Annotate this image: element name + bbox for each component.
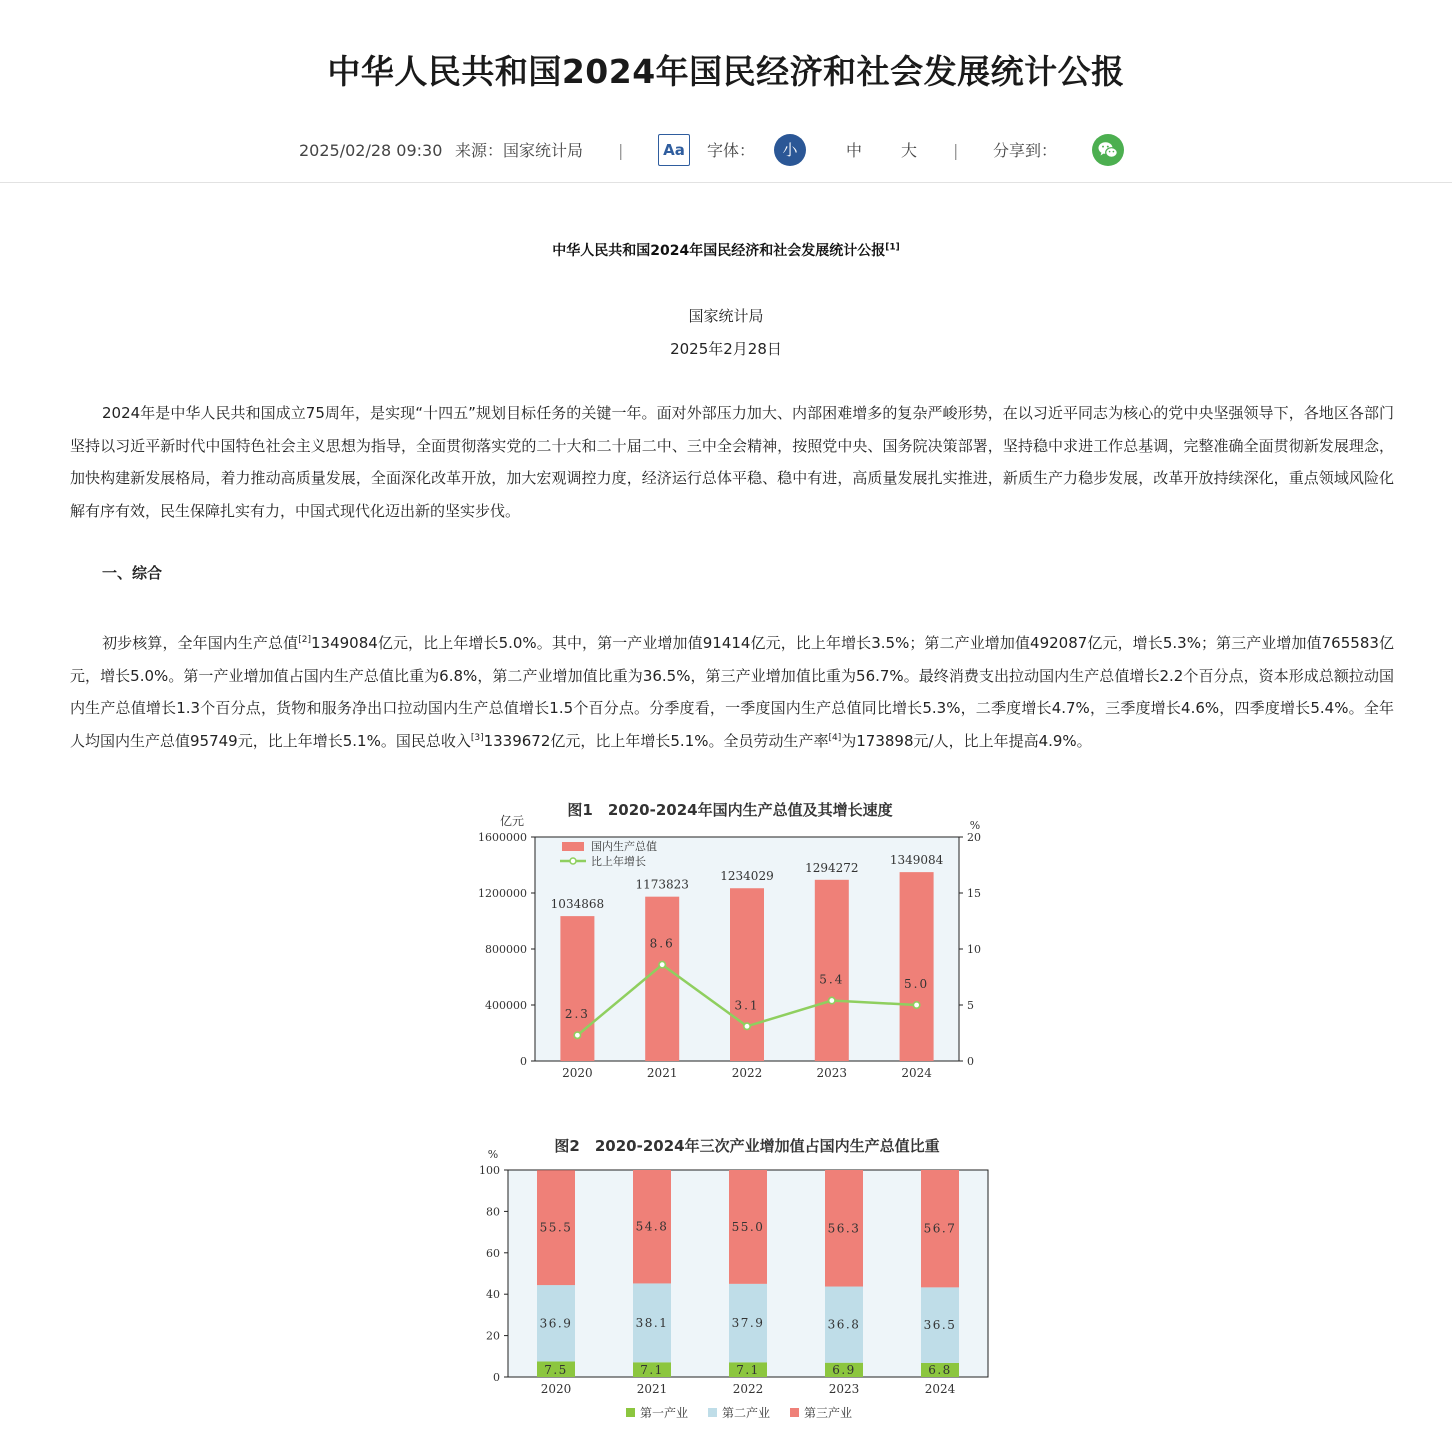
gdp-chart: [470, 795, 990, 1089]
gdp-bar: [560, 916, 594, 1061]
page-title: 中华人民共和国2024年国民经济和社会发展统计公报: [327, 52, 1125, 91]
share-label: 55.0: [731, 1219, 765, 1234]
gdp-bar: [645, 897, 679, 1061]
share-label: 36.8: [827, 1317, 861, 1332]
x-tick-label: 2020: [562, 1066, 593, 1080]
gdp-bar: [730, 888, 764, 1061]
legend-label: 第一产业: [640, 1406, 689, 1420]
legend-label: 第三产业: [804, 1406, 853, 1420]
publish-datetime: 2025/02/28 09:30: [299, 141, 443, 160]
share-label: 55.5: [539, 1220, 573, 1235]
source-label: 来源：国家统计局: [455, 141, 584, 160]
y-tick-label: 100: [479, 1164, 500, 1177]
y2-tick-label: 5: [967, 999, 974, 1012]
gdp-bar-label: 1173823: [635, 877, 689, 892]
share-label: 56.7: [923, 1221, 957, 1236]
gdp-chart-svg: [470, 795, 990, 1085]
x-tick-label: 2022: [732, 1382, 764, 1396]
growth-label: 8.6: [649, 936, 675, 951]
document-title: 中华人民共和国2024年国民经济和社会发展统计公报[1]: [552, 242, 900, 259]
x-tick-label: 2022: [731, 1066, 763, 1080]
meta-separator: |: [618, 141, 624, 160]
growth-point: [574, 1032, 580, 1038]
legend-marker-growth: [570, 858, 576, 864]
gdp-bar-label: 1294272: [805, 860, 859, 875]
legend-swatch: [626, 1408, 635, 1417]
share-label: 分享到：: [993, 141, 1058, 160]
legend-swatch: [790, 1408, 799, 1417]
footnote-ref[interactable]: [4]: [828, 732, 842, 743]
share-label: 7.5: [544, 1363, 568, 1377]
y-axis-label: 亿元: [499, 814, 525, 828]
font-size-large-button[interactable]: 大: [901, 141, 918, 160]
industry-share-chart-svg: [470, 1130, 1000, 1435]
y-tick-label: 1200000: [478, 887, 527, 900]
font-size-medium-button[interactable]: 中: [846, 141, 863, 160]
gdp-bar-label: 1349084: [889, 853, 944, 868]
growth-point: [829, 997, 835, 1003]
share-label: 36.5: [923, 1318, 957, 1333]
x-tick-label: 2020: [540, 1382, 572, 1396]
x-tick-label: 2023: [816, 1066, 848, 1080]
document-date: 2025年2月28日: [670, 340, 782, 358]
footnote-ref[interactable]: [3]: [470, 732, 484, 743]
x-tick-label: 2021: [636, 1382, 668, 1396]
header-divider: [0, 182, 1452, 183]
growth-label: 2.3: [564, 1007, 590, 1022]
y-tick-label: 80: [486, 1205, 500, 1219]
y2-tick-label: 0: [967, 1055, 974, 1068]
share-label: 7.1: [640, 1363, 664, 1377]
intro-paragraph: 2024年是中华人民共和国成立75周年，是实现“十四五”规划目标任务的关键一年。面对外部压力加大、内部困难增多的复杂严峻形势，在以习近平同志为核心的党中央坚强领导下，各地区各部门坚持以习近平新时代中国特色社会主义思想为指导，全面贯彻落实党的二十大和二十届二中、三中全会精神，按照党中央、国务院决策部署，坚持稳中求进工作总基调，完整准确全面贯彻新发展理念，加快构建新发展格局，着力推动高质量发展，全面深化改革开放，加大宏观调控力度，经济运行总体平稳、稳中有进，高质量发展扎实推进，新质生产力稳步发展，改革开放持续深化，重点领域风险化解有序有效，民生保障扎实有力，中国式现代化迈出新的坚实步伐。: [70, 404, 1394, 520]
meta-separator: |: [953, 141, 959, 160]
y-tick-label: 1600000: [478, 831, 527, 844]
y-tick-label: 40: [486, 1288, 500, 1302]
font-size-small-button[interactable]: 小: [774, 134, 806, 166]
article-meta-bar: [0, 130, 1452, 172]
y-tick-label: 800000: [485, 943, 527, 956]
share-label: 56.3: [827, 1221, 861, 1236]
legend-label: 第二产业: [722, 1406, 771, 1420]
document-author: 国家统计局: [688, 307, 764, 325]
y-tick-label: 0: [493, 1371, 500, 1384]
font-size-icon[interactable]: Aa: [658, 134, 690, 166]
footnote-ref[interactable]: [2]: [298, 635, 311, 645]
growth-label: 3.1: [734, 998, 760, 1013]
x-tick-label: 2024: [924, 1382, 956, 1396]
x-tick-label: 2024: [901, 1066, 932, 1080]
section-heading: 一、综合: [102, 564, 163, 582]
share-label: 38.1: [635, 1315, 669, 1330]
chart-title: 图2 2020-2024年三次产业增加值占国内生产总值比重: [554, 1137, 940, 1155]
growth-point: [913, 1002, 919, 1008]
share-label: 6.8: [928, 1363, 952, 1377]
gdp-bar: [815, 880, 849, 1061]
legend-label-gdp: 国内生产总值: [591, 840, 657, 853]
share-label: 36.9: [539, 1316, 573, 1331]
share-label: 37.9: [731, 1316, 765, 1331]
x-tick-label: 2021: [646, 1066, 678, 1080]
y2-tick-label: 20: [967, 831, 981, 844]
legend-label-growth: 比上年增长: [591, 855, 646, 868]
growth-label: 5.4: [819, 972, 845, 987]
gdp-bar-label: 1034868: [550, 897, 605, 912]
share-label: 6.9: [832, 1363, 856, 1377]
y-tick-label: 60: [486, 1246, 500, 1260]
legend-swatch: [708, 1408, 717, 1417]
font-label: 字体：: [707, 141, 756, 160]
section1-paragraph: 初步核算，全年国内生产总值[2]1349084亿元，比上年增长5.0%。其中，第一产业增加值91414亿元，比上年增长3.5%；第二产业增加值492087亿元，增长5.3%；第三产业增加值765583亿元，增长5.0%。第一产业增加值占国内生产总值比重为6.8%，第二产业增加值比重为36.5%，第三产业增加值比重为56.7%。最终消费支出拉动国内生产总值增长2.2个百分点，资本形成总额拉动国内生产总值增长1.3个百分点，货物和服务净出口拉动国内生产总值增长1.5个百分点。分季度看，一季度国内生产总值同比增长5.3%，二季度增长4.7%，三季度增长4.6%，四季度增长5.4%。全年人均国内生产总值95749元，比上年增长5.1%。国民总收入[3]1339672亿元，比上年增长5.1%。全员劳动生产率[4]为173898元/人，比上年提高4.9%。: [70, 634, 1394, 750]
x-tick-label: 2023: [828, 1382, 860, 1396]
y-tick-label: 20: [486, 1329, 500, 1343]
y-tick-label: 400000: [485, 999, 527, 1012]
share-label: 7.1: [736, 1363, 760, 1377]
growth-point: [744, 1023, 750, 1029]
gdp-bar-label: 1234029: [720, 869, 774, 884]
footnote-ref[interactable]: [1]: [885, 242, 900, 253]
y-tick-label: 0: [520, 1055, 527, 1068]
y2-tick-label: 15: [967, 887, 981, 900]
industry-share-chart: [470, 1130, 1000, 1439]
y2-axis-label: %: [969, 819, 981, 832]
gdp-bar: [900, 872, 934, 1061]
y2-tick-label: 10: [967, 943, 981, 956]
wechat-icon[interactable]: [1092, 134, 1124, 166]
legend-swatch-gdp: [562, 842, 584, 851]
y-axis-label: %: [487, 1148, 499, 1161]
share-label: 54.8: [635, 1219, 669, 1234]
growth-label: 5.0: [904, 977, 930, 991]
chart-title: 图1 2020-2024年国内生产总值及其增长速度: [567, 801, 893, 819]
growth-point: [659, 961, 665, 967]
